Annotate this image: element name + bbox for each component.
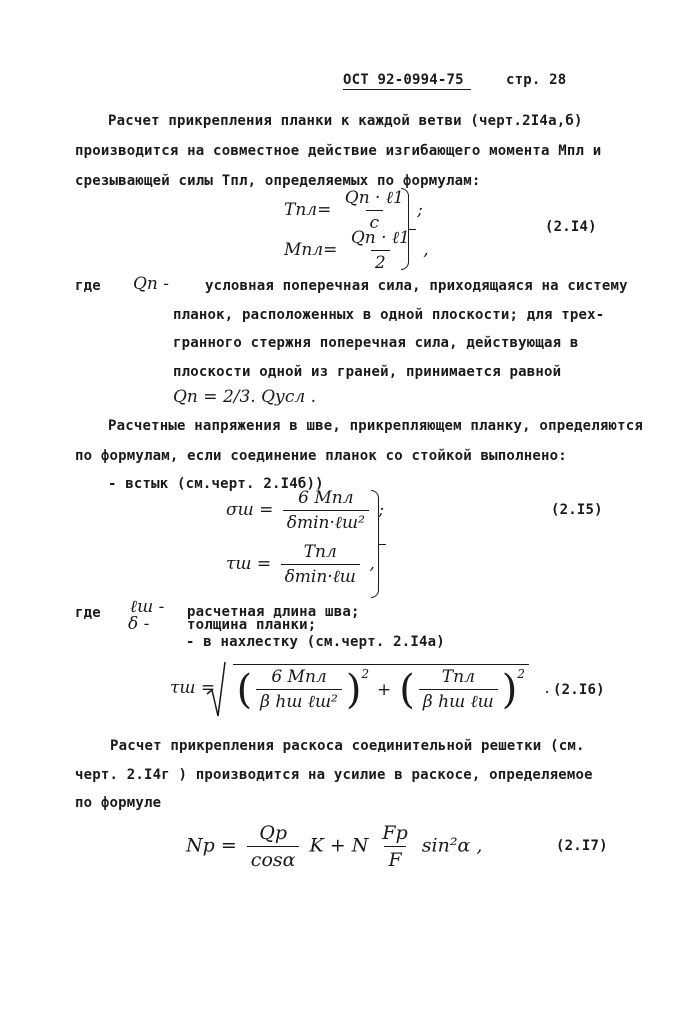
eq216-b-fraction <box>419 667 498 712</box>
para3-line1: Расчет прикрепления раскоса соединительной решетки (см. <box>110 738 585 754</box>
eq215-s-tail: ; <box>378 500 385 520</box>
eq214-number: (2.I4) <box>545 219 597 235</box>
def-qp-where: где <box>75 278 101 294</box>
def-lw-def1: расчетная длина шва; <box>187 604 360 620</box>
def-lw-bullet2: - в нахлестку (см.черт. 2.I4а) <box>186 634 445 650</box>
eq216-b-num: Tпл <box>441 667 475 687</box>
eq216-a-den: β hш ℓш² <box>256 689 342 712</box>
eq216-b-den: β hш ℓш <box>419 689 498 712</box>
eq215-t-fraction <box>281 542 360 587</box>
def-qp-line1: условная поперечная сила, приходящаяся на систему <box>205 278 628 294</box>
para2-line2: по формулам, если соединение планок со стойкой выполнено: <box>75 448 567 464</box>
eq215-row1 <box>226 488 384 533</box>
eq215-brace <box>371 490 379 598</box>
para1-line3: срезывающей силы Тпл, определяемых по формулам: <box>75 173 481 189</box>
eq215-t-tail: , <box>369 554 375 574</box>
page-number: стр. 28 <box>506 72 567 88</box>
eq214-t-num: Qп · ℓ1 <box>344 188 404 208</box>
para3-line3: по формуле <box>75 795 162 811</box>
eq215-s-den: δmin·ℓш² <box>283 510 369 533</box>
para1-line2: производится на совместное действие изгибающего момента Мпл и <box>75 143 602 159</box>
def-qp-line2: планок, расположенных в одной плоскости; для трех- <box>173 307 605 323</box>
eq214-m-den: 2 <box>371 250 390 273</box>
def-qp-line4: плоскости одной из граней, принимается равной <box>173 364 562 380</box>
eq217-tail: sin²α , <box>421 834 483 857</box>
eq214-t-den: c <box>366 210 384 233</box>
eq215-s-num: 6 Mпл <box>298 488 354 508</box>
def-qp-formula: Qп = 2/3. Qусл . <box>173 387 317 407</box>
eq215-t-lhs: τш = <box>226 554 272 574</box>
eq214-brace <box>401 188 409 270</box>
document-id: ОСТ 92-0994-75 <box>343 72 464 88</box>
eq216-plus: + <box>377 679 392 700</box>
eq216-lhs: τш = <box>170 678 216 698</box>
eq217-a-num: Qp <box>259 822 287 844</box>
header-underline <box>343 89 471 90</box>
eq217-formula <box>186 822 482 871</box>
eq215-row2 <box>226 542 375 587</box>
eq217-b-num: Fp <box>382 822 408 844</box>
eq214-t-tail: ; <box>417 200 423 220</box>
para2-bullet1: - встык (см.черт. 2.I4б)) <box>108 476 324 492</box>
def-lw-sym2: δ - <box>128 614 150 634</box>
eq217-b-fraction <box>378 822 411 871</box>
eq217-b-den: F <box>384 846 405 871</box>
eq217-a-den: cosα <box>247 846 300 871</box>
eq215-s-fraction <box>283 488 369 533</box>
eq216-number: (2.I6) <box>553 682 605 698</box>
para1-line1: Расчет прикрепления планки к каждой ветви (черт.2I4а,б) <box>108 113 583 129</box>
eq215-s-lhs: σш = <box>226 500 274 520</box>
eq217-mid: K + N <box>309 834 369 857</box>
eq217-a-fraction <box>247 822 300 871</box>
eq216-sqrt-body: ( $\frac{\text{6 Mпл}}{\text{β hш ℓш²}}$ ) $^2$ + ( $\frac{\text{Tпл}}{\text{β hш ℓш}}$ ) $^2$ <box>233 664 529 712</box>
def-qp-symbol: Qп - <box>133 274 170 294</box>
eq216-a-num: 6 Mпл <box>271 667 327 687</box>
eq215-t-num: Tпл <box>303 542 337 562</box>
eq216-radical-sign <box>205 660 227 720</box>
def-lw-sym1: ℓш - <box>130 597 165 617</box>
eq216-a-fraction <box>256 667 342 712</box>
para2-line1: Расчетные напряжения в шве, прикрепляющем планку, определяются <box>108 418 643 434</box>
para3-line2: черт. 2.I4г ) производится на усилие в раскосе, определяемое <box>75 767 593 783</box>
def-qp-line3: гранного стержня поперечная сила, действующая в <box>173 335 579 351</box>
eq214-m-tail: , <box>423 240 429 260</box>
eq217-lhs: Np = <box>186 834 237 857</box>
def-lw-where: где <box>75 605 101 621</box>
eq215-t-den: δmin·ℓш <box>281 564 360 587</box>
eq214-m-lhs: Mпл= <box>284 240 338 260</box>
eq214-t-fraction <box>341 188 408 233</box>
eq216-tail: . <box>544 678 550 698</box>
eq215-number: (2.I5) <box>551 502 603 518</box>
eq217-number: (2.I7) <box>556 838 608 854</box>
eq214-m-num: Qп · ℓ1 <box>350 228 410 248</box>
eq214-t-lhs: Tпл= <box>284 200 332 220</box>
def-lw-def2: толщина планки; <box>187 617 317 633</box>
